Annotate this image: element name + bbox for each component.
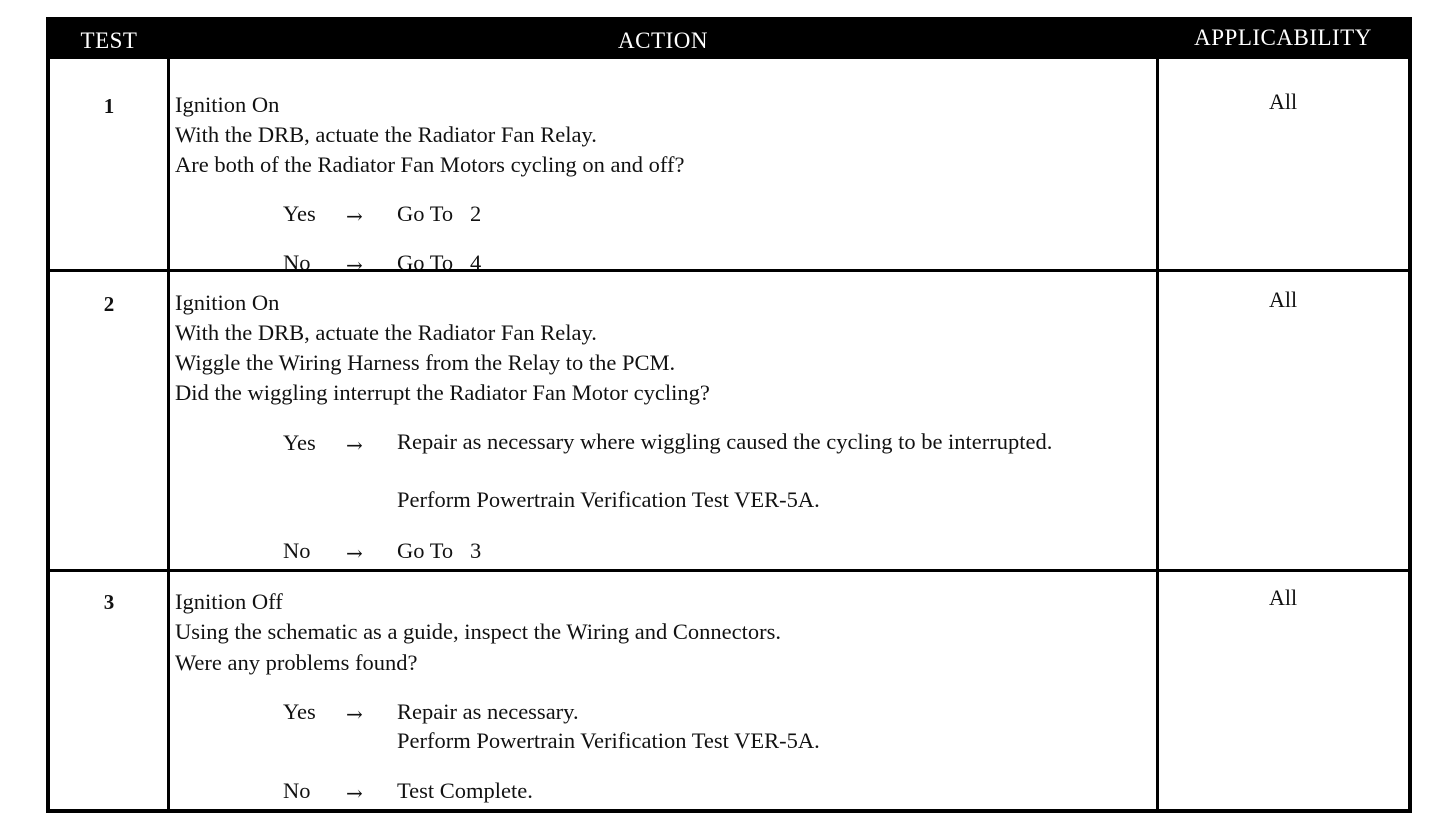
applicability-value: All — [1268, 585, 1298, 610]
outcome-answer-no: No — [283, 538, 311, 563]
header-test: TEST — [80, 28, 138, 53]
test-number: 3 — [103, 590, 115, 614]
right-arrow-icon: → — [346, 253, 363, 277]
outcome-answer-no: No — [283, 778, 311, 803]
outcome-answer-yes: Yes — [283, 201, 316, 226]
right-arrow-icon: → — [346, 433, 363, 457]
outcome-result-followup: Perform Powertrain Verification Test VER-5A. — [397, 487, 820, 512]
outcome-result: Test Complete. — [397, 778, 533, 803]
outcome-answer-yes: Yes — [283, 699, 316, 724]
outcome-result-followup: Perform Powertrain Verification Test VER-5A. — [397, 728, 820, 753]
test-number: 1 — [103, 94, 115, 118]
diagnostic-test-table — [46, 17, 1412, 813]
action-line: With the DRB, actuate the Radiator Fan Relay. — [175, 320, 597, 345]
action-line: Ignition Off — [175, 589, 283, 614]
outcome-result: Go To 2 — [397, 201, 482, 226]
outcome-result: Go To 3 — [397, 538, 482, 563]
table-header — [50, 21, 1408, 59]
right-arrow-icon: → — [346, 204, 363, 228]
outcome-result: Repair as necessary where wiggling caused the cycling to be interrupted. — [397, 429, 1053, 454]
action-line: Ignition On — [175, 92, 280, 117]
test-number: 2 — [103, 292, 115, 316]
action-line: Ignition On — [175, 290, 280, 315]
header-action: ACTION — [618, 28, 708, 53]
outcome-answer-yes: Yes — [283, 430, 316, 455]
header-applicability: APPLICABILITY — [1194, 25, 1372, 50]
outcome-answer-no: No — [283, 250, 311, 275]
action-line: With the DRB, actuate the Radiator Fan Relay. — [175, 122, 597, 147]
table-row-test-3 — [50, 569, 1408, 809]
table-row-test-2 — [50, 269, 1408, 569]
table-row-test-1 — [50, 59, 1408, 277]
action-line: Using the schematic as a guide, inspect the Wiring and Connectors. — [175, 619, 782, 644]
action-line: Wiggle the Wiring Harness from the Relay to the PCM. — [175, 350, 676, 375]
outcome-result: Go To 4 — [397, 250, 482, 275]
action-line: Are both of the Radiator Fan Motors cycling on and off? — [175, 152, 685, 177]
action-line: Were any problems found? — [175, 650, 418, 675]
right-arrow-icon: → — [346, 541, 363, 565]
outcome-result: Repair as necessary. — [397, 699, 579, 724]
action-line: Did the wiggling interrupt the Radiator Fan Motor cycling? — [175, 380, 710, 405]
applicability-value: All — [1268, 287, 1298, 312]
right-arrow-icon: → — [346, 702, 363, 726]
applicability-value: All — [1268, 89, 1298, 114]
right-arrow-icon: → — [346, 781, 363, 805]
